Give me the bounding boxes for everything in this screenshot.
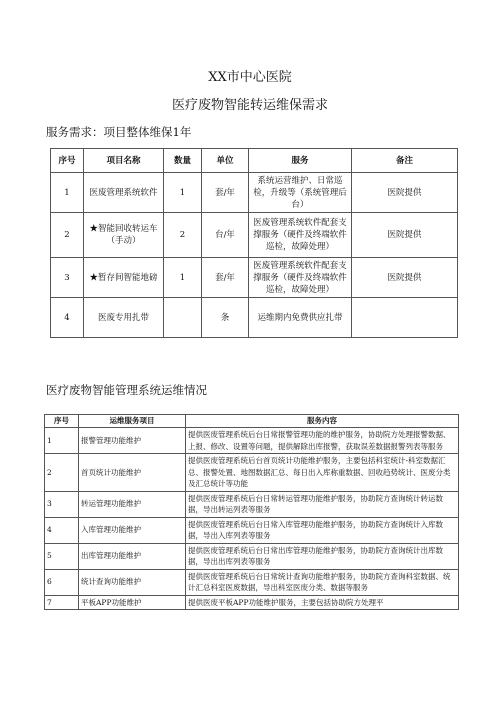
table-row [45,595,459,610]
table-row [45,428,459,454]
col-header-content: 服务内容 [186,415,459,428]
col-header-unit: 单位 [202,149,249,173]
cell-no: 6 [45,569,79,595]
cell-unit: 台/年 [202,213,249,258]
table-row [51,258,458,298]
cell-note: 医院提供 [352,173,458,213]
service-requirement-heading: 服务需求：项目整体维保1年 [46,125,192,139]
cell-no: 7 [45,595,79,610]
cell-service: 医废管理系统软件配套支撑服务（硬件及终端软件巡检，故障处理） [249,213,352,258]
cell-content: 提供医废平板APP功能维护服务，主要包括协助院方处理平 [186,595,459,610]
col-header-note: 备注 [352,149,458,173]
cell-no: 5 [45,543,79,569]
service-requirement-table [50,148,458,338]
cell-item: 转运管理功能维护 [79,491,186,517]
cell-qty [164,298,202,338]
table-header-row [45,415,459,428]
maintenance-heading: 医疗废物智能管理系统运维情况 [46,383,207,397]
cell-no: 3 [51,258,84,298]
table-row [45,454,459,492]
cell-content: 提供医废管理系统后台首页统计功能维护服务，主要包括科室统计-科室数据汇总、报警处置、地图数据汇总、每日出入库称重数据、回收趋势统计、医废分类及汇总统计等功能 [186,454,459,492]
cell-item: 首页统计功能维护 [79,454,186,492]
cell-note [352,298,458,338]
cell-content: 提供医废管理系统后台日常转运管理功能维护服务，协助院方查询统计转运数据，导出转运列表等服务 [186,491,459,517]
col-header-item: 运维服务项目 [79,415,186,428]
cell-item: 平板APP功能维护 [79,595,186,610]
table-row [51,213,458,258]
cell-no: 2 [45,454,79,492]
cell-no: 4 [45,517,79,543]
col-header-qty: 数量 [164,149,202,173]
cell-item: 入库管理功能维护 [79,517,186,543]
col-header-name: 项目名称 [84,149,164,173]
cell-service: 医废管理系统软件配套支撑服务（硬件及终端软件巡检，故障处理） [249,258,352,298]
cell-item: 出库管理功能维护 [79,543,186,569]
cell-no: 4 [51,298,84,338]
cell-no: 1 [51,173,84,213]
cell-qty: 2 [164,213,202,258]
table-header-row [51,149,458,173]
cell-qty: 1 [164,173,202,213]
maintenance-table [44,414,459,610]
cell-service: 系统运营维护、日常巡检，升级等（系统管理后台） [249,173,352,213]
cell-unit: 条 [202,298,249,338]
cell-item: 报警管理功能维护 [79,428,186,454]
table-row [51,173,458,213]
cell-note: 医院提供 [352,258,458,298]
cell-name: 医废管理系统软件 [84,173,164,213]
cell-name: 医废专用扎带 [84,298,164,338]
cell-service: 运维期内免费供应扎带 [249,298,352,338]
cell-content: 提供医废管理系统后台日常出库管理功能维护服务，协助院方查询统计出库数据，导出出库列表等服务 [186,543,459,569]
cell-unit: 套/年 [202,258,249,298]
table-row [45,491,459,517]
cell-no: 1 [45,428,79,454]
cell-no: 3 [45,491,79,517]
cell-no: 2 [51,213,84,258]
table-row [45,569,459,595]
col-header-no: 序号 [45,415,79,428]
cell-content: 提供医废管理系统后台日常报警管理功能的维护服务，协助院方处理报警数据、上报、修改、设置等问题，提供解除出库报警，获取误差数据报警列表等服务 [186,428,459,454]
cell-item: 统计查询功能维护 [79,569,186,595]
document-title: 医疗废物智能转运维保需求 [171,98,328,113]
table-row [45,543,459,569]
cell-content: 提供医废管理系统后台日常入库管理功能维护服务，协助院方查询统计入库数据，导出入库列表等服务 [186,517,459,543]
cell-qty: 1 [164,258,202,298]
table-row [51,298,458,338]
cell-unit: 套/年 [202,173,249,213]
col-header-no: 序号 [51,149,84,173]
table-row [45,517,459,543]
cell-content: 提供医废管理系统后台日常统计查询功能维护服务，协助院方查询科室数据、统计汇总科室医废数据，导出科室医废分类、数据等服务 [186,569,459,595]
cell-name: ★暂存间智能地磅 [84,258,164,298]
cell-note: 医院提供 [352,213,458,258]
hospital-title: XX市中心医院 [208,70,292,85]
col-header-service: 服务 [249,149,352,173]
cell-name: ★智能回收转运车（手动） [84,213,164,258]
